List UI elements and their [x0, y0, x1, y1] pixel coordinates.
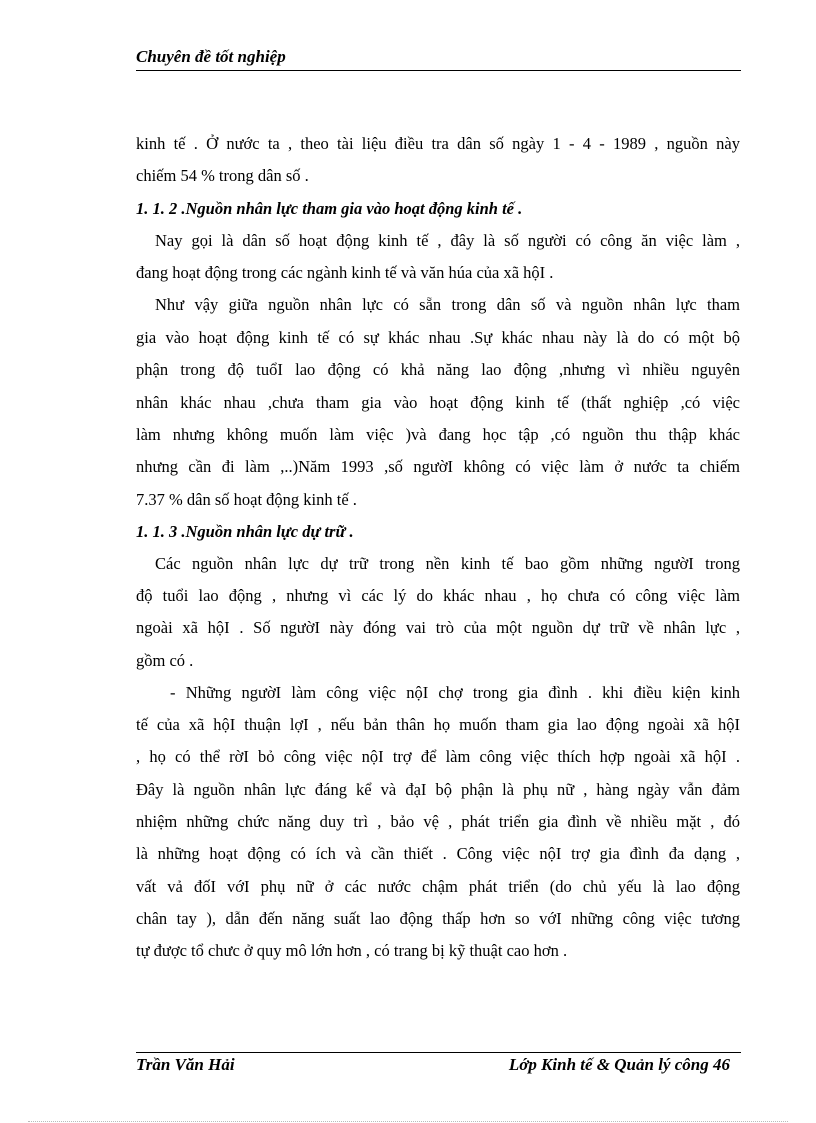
footer-author: Trần Văn Hải — [136, 1055, 235, 1074]
paragraph-line: - Những ngườI làm công việc nộI chợ trong gia đình . khi điều kiện kinh — [170, 683, 740, 702]
paragraph-line: là những hoạt động có ích và cần thiết . Công việc nộI trợ gia đình đa dạng , — [136, 844, 740, 863]
paragraph-line: nhưng cần đi làm ,..)Năm 1993 ,số ngườI không có việc làm ở nước ta chiếm — [136, 457, 740, 476]
paragraph-line: Như vậy giữa nguồn nhân lực có sẵn trong dân số và nguồn nhân lực tham — [155, 295, 740, 314]
paragraph-line: tế của xã hộI thuận lợI , nếu bản thân họ muốn tham gia lao động ngoài xã hộI — [136, 715, 740, 734]
paragraph-line: , họ có thể rờI bỏ công việc nộI trợ để làm công việc thích hợp ngoài xã hộI . — [136, 747, 740, 766]
paragraph-line: nhiệm những chức năng duy trì , bảo vệ , phát triển gia đình về nhiều mặt , đó — [136, 812, 740, 831]
paragraph-line: độ tuổi lao động , nhưng vì các lý do khác nhau , họ chưa có công việc làm — [136, 586, 740, 605]
paragraph-line: tự được tổ chưc ở quy mô lớn hơn , có trang bị kỹ thuật cao hơn . — [136, 941, 568, 960]
paragraph-line: Đây là nguồn nhân lực đáng kể và đạI bộ phận là phụ nữ , hàng ngày vẫn đảm — [136, 780, 740, 799]
paragraph-line: ngoài xã hộI . Số ngườI này đóng vai trò của một nguồn dự trữ về nhân lực , — [136, 618, 740, 637]
paragraph-line: gia vào hoạt động kinh tế có sự khác nhau .Sự khác nhau này là do có một bộ — [136, 328, 740, 347]
paragraph-line: kinh tế . Ở nước ta , theo tài liệu điều tra dân số ngày 1 - 4 - 1989 , nguồn này — [136, 134, 740, 153]
section-heading-1-1-3: 1. 1. 3 .Nguồn nhân lực dự trữ . — [136, 522, 354, 541]
header-divider — [136, 70, 741, 71]
paragraph-line: gồm có . — [136, 651, 194, 670]
section-heading-1-1-2: 1. 1. 2 .Nguồn nhân lực tham gia vào hoạt động kinh tế . — [136, 199, 523, 218]
paragraph-line: phận trong độ tuổI lao động có khả năng lao động ,nhưng vì nhiều nguyên — [136, 360, 740, 379]
paragraph-line: đang hoạt động trong các ngành kinh tế và văn húa của xã hộI . — [136, 263, 554, 282]
paragraph-line: làm nhưng không muốn làm việc )và đang học tập ,có nguồn thu thập khác — [136, 425, 740, 444]
footer-class: Lớp Kinh tế & Quản lý công 46 — [508, 1055, 730, 1074]
page-bottom-edge — [28, 1121, 788, 1122]
paragraph-line: Nay gọi là dân số hoạt động kinh tế , đây là số người có công ăn việc làm , — [155, 231, 740, 250]
paragraph-line: vất vả đốI vớI phụ nữ ở các nước chậm phát triển (do chủ yếu là lao động — [136, 877, 740, 896]
paragraph-line: Các nguồn nhân lực dự trữ trong nền kinh tế bao gồm những ngườI trong — [155, 554, 740, 573]
paragraph-line: chân tay ), dẫn đến năng suất lao động thấp hơn so vớI những công việc tương — [136, 909, 740, 928]
paragraph-line: 7.37 % dân số hoạt động kinh tế . — [136, 490, 357, 509]
document-header-title: Chuyên đề tốt nghiệp — [136, 47, 286, 66]
paragraph-line: chiếm 54 % trong dân số . — [136, 166, 309, 185]
footer-divider — [136, 1052, 741, 1053]
paragraph-line: nhân khác nhau ,chưa tham gia vào hoạt động kinh tế (thất nghiệp ,có việc — [136, 393, 740, 412]
